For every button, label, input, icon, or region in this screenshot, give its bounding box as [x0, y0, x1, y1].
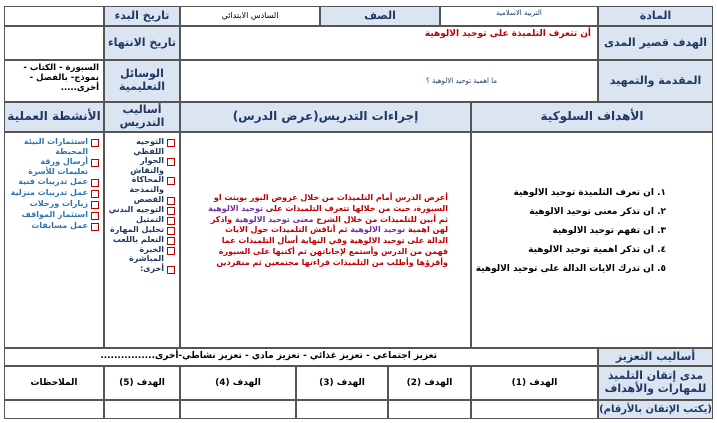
activity-option[interactable]: عمل مسابقات [9, 221, 99, 231]
procedures-header: إجراءات التدريس(عرض الدرس) [180, 102, 471, 132]
activities-header: الأنشطة العملية [4, 102, 104, 132]
intro-value: ما اهمية توحيد الالوهية ؟ [426, 77, 497, 85]
activity-option[interactable]: زيارات ورحلات [9, 199, 99, 209]
checkbox-icon[interactable] [167, 207, 175, 215]
checkbox-icon[interactable] [167, 247, 175, 255]
short-goal-value: أن تتعرف التلميذة على توحيد الالوهية [424, 29, 591, 39]
procedures-highlight2: معنى توحيد الالوهية [234, 214, 314, 224]
start-date-value[interactable] [4, 6, 104, 26]
behavioral-goal-item: ١. ان تعرف التلميذة توحيد الالوهية [513, 188, 666, 198]
activity-option[interactable]: عمل تدريبات منزلية [9, 188, 99, 198]
grade-value-cell [180, 6, 320, 26]
aids-value: السبورة - الكتاب - نموذج- بالفصل - أخرى..... [23, 63, 99, 94]
methods-cell [104, 132, 180, 348]
reinforcement-value: تعزيز اجتماعي - تعزيز غذائي - تعزيز مادي - تعزيز نشاطي-أخرى................ [100, 351, 437, 361]
short-goal-value-cell [180, 26, 598, 60]
checkbox-icon[interactable] [167, 237, 175, 245]
method-option[interactable]: المحاكاة والنمذجة [107, 175, 175, 194]
checkbox-icon[interactable] [91, 212, 99, 220]
method-option[interactable]: التمثيل [107, 215, 175, 225]
grade-value: السادس الابتدائي [221, 11, 279, 20]
procedures-part3: واذكر لهن اهمية [210, 214, 448, 235]
mastery-goal-2: الهدف (2) [388, 366, 471, 400]
checkbox-icon[interactable] [91, 159, 99, 167]
reinforcement-label: أساليب التعزيز [598, 348, 713, 366]
method-option[interactable]: الحوار والنقاش [107, 156, 175, 175]
checkbox-icon[interactable] [91, 179, 99, 187]
mastery-value-5[interactable] [104, 400, 180, 419]
checkbox-icon[interactable] [167, 266, 175, 274]
short-goal-label: الهدف قصير المدى [598, 26, 713, 60]
subject-label: المادة [598, 6, 713, 26]
procedures-part4: ثم أناقش التلميذات حول الايات الدالة على توحيد الالوهية وفي النهاية أسأل التلميذات عما فهمن من الدرس وأستمع لإجاباتهن ثم أكتبها على السبورة وأقرؤها وأطلب من التلميذات قراءتها مجتمعين ثم منفردين [216, 225, 448, 267]
subject-value: التربية الاسلامية [496, 9, 542, 17]
checkbox-icon[interactable] [91, 139, 99, 147]
method-option[interactable]: تحليل المهارة [107, 225, 175, 235]
mastery-goal-1: الهدف (1) [471, 366, 598, 400]
method-option[interactable]: التوجيه اللفظي [107, 137, 175, 156]
activity-option[interactable]: استثمارات البيئة المحيطة [9, 137, 99, 156]
mastery-goal-5: الهدف (5) [104, 366, 180, 400]
behavioral-goals-header: الأهداف السلوكية [471, 102, 713, 132]
intro-label: المقدمة والتمهيد [598, 60, 713, 102]
mastery-notes-value[interactable] [4, 400, 104, 419]
checkbox-icon[interactable] [167, 217, 175, 225]
end-date-label: تاريخ الانتهاء [104, 26, 180, 60]
procedures-part1: أعرض الدرس أمام التلميذات من خلال عروض البور بوينت او السبورة، حيث من خلالها تتعرف التلميذات على [213, 193, 448, 213]
start-date-label: تاريخ البدء [104, 6, 180, 26]
mastery-goal-3: الهدف (3) [296, 366, 388, 400]
behavioral-goals-cell [471, 132, 713, 348]
procedures-part2: ثم أبين للتلميذات من خلال الشرح [316, 214, 448, 224]
checkbox-icon[interactable] [91, 223, 99, 231]
method-option[interactable]: القصص [107, 195, 175, 205]
mastery-value-4[interactable] [180, 400, 296, 419]
behavioral-goals-list [476, 188, 666, 283]
methods-header: أساليب التدريس [104, 102, 180, 132]
mastery-value-1[interactable] [471, 400, 598, 419]
mastery-value-2[interactable] [388, 400, 471, 419]
method-option[interactable]: التوجيه البدني [107, 205, 175, 215]
activity-option[interactable]: عمل تدريبات فنية [9, 177, 99, 187]
checkbox-icon[interactable] [91, 201, 99, 209]
checkbox-icon[interactable] [167, 197, 175, 205]
mastery-value-3[interactable] [296, 400, 388, 419]
reinforcement-value-cell [4, 348, 598, 366]
procedures-text [203, 193, 448, 269]
procedures-cell [180, 132, 471, 348]
checkbox-icon[interactable] [167, 177, 175, 185]
behavioral-goal-item: ٢. ان تذكر معنى توحيد الالوهية [529, 207, 666, 217]
method-option[interactable]: أخرى: [107, 264, 175, 274]
activity-option[interactable]: استثمار المواقف [9, 210, 99, 220]
procedures-highlight1: توحيد الالوهية [208, 203, 263, 213]
checkbox-icon[interactable] [167, 227, 175, 235]
end-date-value[interactable] [4, 26, 104, 60]
behavioral-goal-item: ٣. ان تفهم توحيد الالوهية [552, 226, 666, 236]
checkbox-icon[interactable] [167, 139, 175, 147]
mastery-notes-label: الملاحظات [4, 366, 104, 400]
activity-option[interactable]: أرسال ورقة تعليمات للأسرة [9, 157, 99, 176]
behavioral-goal-item: ٤. ان تذكر اهمية توحيد الالوهية [528, 245, 666, 255]
checkbox-icon[interactable] [91, 190, 99, 198]
method-option[interactable]: التعلم باللعب [107, 235, 175, 245]
behavioral-goal-item: ٥. ان تدرك الايات الدالة على توحيد الالوهية [475, 264, 666, 274]
activities-cell [4, 132, 104, 348]
method-option[interactable]: الخبرة المباشرة [107, 245, 175, 264]
mastery-label: مدى إتقان التلميذ للمهارات والأهداف [598, 366, 713, 400]
mastery-note: (يكتب الإتقان بالأرقام) [598, 400, 713, 419]
aids-label: الوسائل التعليمية [104, 60, 180, 102]
grade-label: الصف [320, 6, 440, 26]
procedures-highlight3: توحيد الالوهية [350, 225, 406, 235]
subject-value-cell [440, 6, 598, 26]
mastery-goal-4: الهدف (4) [180, 366, 296, 400]
checkbox-icon[interactable] [167, 158, 175, 166]
intro-value-cell [180, 60, 598, 102]
aids-value-cell [4, 60, 104, 102]
